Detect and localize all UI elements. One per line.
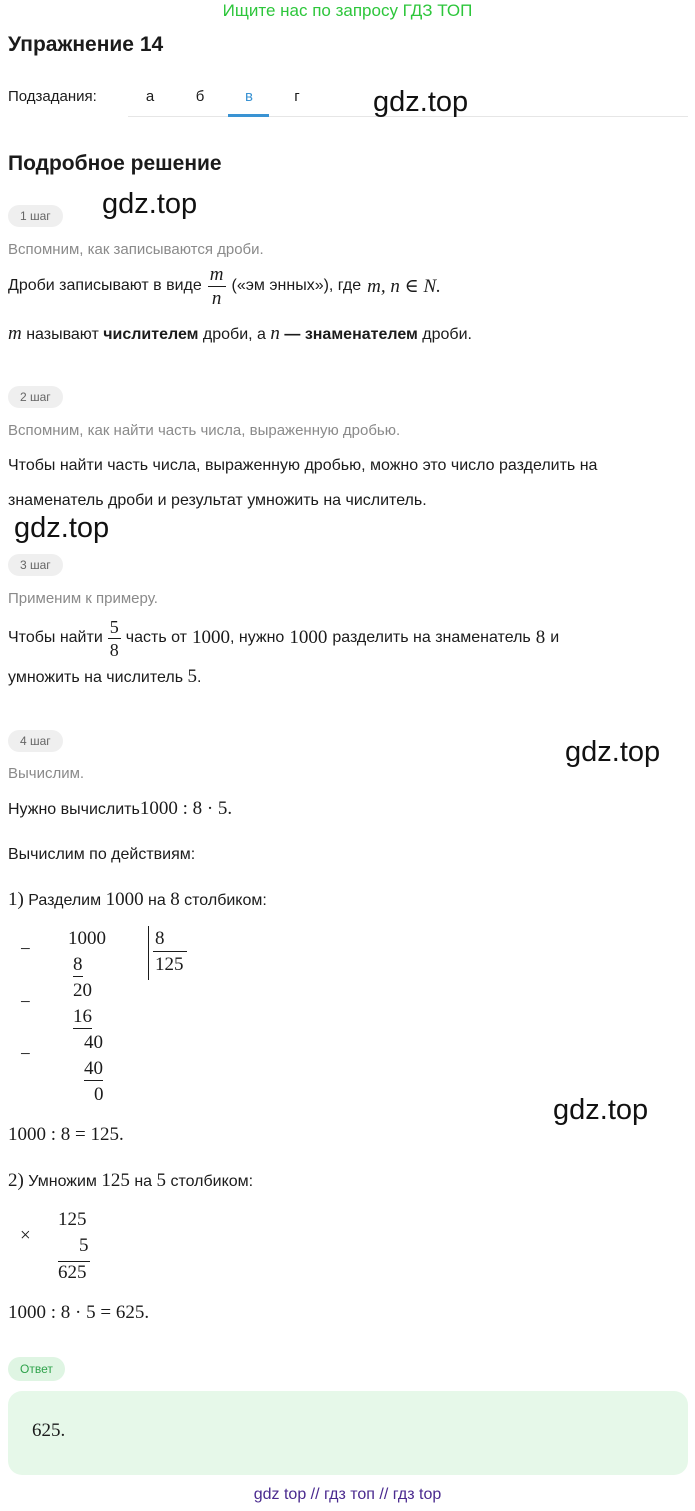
column-multiplication <box>0 1205 140 1285</box>
step-4-text: Нужно вычислить <box>8 801 140 818</box>
number: 8 <box>170 889 180 910</box>
action-2 <box>8 1170 253 1192</box>
step-2-hint: Вспомним, как найти часть числа, выраженную дробью. <box>8 422 401 439</box>
number: 1000 <box>105 889 144 910</box>
step-2-badge: 2 шаг <box>8 386 63 408</box>
solution-title: Подробное решение <box>8 152 222 175</box>
fraction-5-8 <box>108 618 121 659</box>
step-1-hint: Вспомним, как записываются дроби. <box>8 241 264 258</box>
step-4-text: столбиком: <box>184 892 267 909</box>
dividend: 1000 <box>68 928 106 949</box>
step-3-text: разделить на знаменатель <box>332 629 531 646</box>
subtask-tab-v[interactable]: в <box>245 88 253 105</box>
step-4-hint: Вычислим. <box>8 765 85 782</box>
watermark: gdz.top <box>14 512 110 544</box>
step-4-text: Умножим <box>28 1173 97 1190</box>
step-3-hint: Применим к примеру. <box>8 590 158 607</box>
step-4-compute <box>8 798 232 820</box>
minus-sign: − <box>20 992 31 1013</box>
fraction-numerator: 5 <box>109 616 119 637</box>
step-3-text: часть от <box>125 629 187 646</box>
subtask-tab-g[interactable]: г <box>294 88 300 105</box>
quotient: 125 <box>155 954 184 975</box>
step-3-text: , нужно <box>229 629 285 646</box>
divisor: 8 <box>155 928 165 949</box>
answer-value: 625. <box>32 1420 66 1441</box>
subtask-tab-a[interactable]: а <box>145 88 155 105</box>
watermark: gdz.top <box>565 736 661 768</box>
step-4-text: столбиком: <box>170 1173 254 1190</box>
division-row: 40 <box>84 1058 103 1079</box>
fraction-m-n <box>208 265 226 308</box>
division-row: 8 <box>73 954 83 975</box>
step-4-text: Разделим <box>28 892 102 909</box>
quotient-line <box>153 951 187 952</box>
minus-sign: − <box>20 1044 31 1065</box>
action-number: 2) <box>8 1170 24 1191</box>
watermark: gdz.top <box>102 188 198 220</box>
subtasks-label: Подзадания: <box>8 88 97 105</box>
term-numerator: числителем <box>103 326 199 343</box>
active-tab-indicator <box>228 114 269 117</box>
step-3-text: и <box>550 629 560 646</box>
fraction-denominator: n <box>211 287 222 309</box>
footer-link-gdz-top[interactable]: gdz top <box>253 1486 307 1503</box>
step-4-text: на <box>134 1173 153 1190</box>
multiply-sign: × <box>20 1225 31 1246</box>
fraction-numerator: m <box>209 263 224 285</box>
number: 5 <box>156 1170 167 1191</box>
step-3-line-2 <box>8 666 201 688</box>
term-denominator: знаменателем <box>304 326 418 343</box>
answer-box <box>8 1391 688 1475</box>
number: 1000 <box>289 627 328 648</box>
fraction-denominator: 8 <box>109 639 119 660</box>
footer-link-gdz-top-mixed[interactable]: гдз top <box>392 1486 442 1503</box>
result-1: 1000 : 8 = 125. <box>8 1124 124 1145</box>
number: 1000 <box>191 627 230 648</box>
step-3-text: Чтобы найти <box>8 629 103 646</box>
step-4-badge: 4 шаг <box>8 730 63 752</box>
step-4-text: на <box>148 892 166 909</box>
var-m: m <box>8 323 22 344</box>
step-2-line-2: знаменатель дроби и результат умножить на числитель. <box>8 492 427 509</box>
exercise-title: Упражнение 14 <box>8 33 164 56</box>
action-number: 1) <box>8 889 24 910</box>
step-3-badge: 3 шаг <box>8 554 63 576</box>
step-1-text: дроби. <box>422 326 472 343</box>
action-1 <box>8 889 267 911</box>
step-1-line-1 <box>8 262 441 310</box>
dash: — <box>284 326 301 343</box>
footer-link-gdz-top-ru[interactable]: гдз топ <box>324 1486 375 1503</box>
period: . <box>197 669 202 686</box>
multiplier: 5 <box>79 1235 89 1256</box>
expression: 1000 : 8 · 5. <box>139 798 233 819</box>
footer-separator: // <box>379 1486 389 1503</box>
division-bar <box>148 926 149 980</box>
number: 5 <box>187 666 197 687</box>
result-2: 1000 : 8 · 5 = 625. <box>8 1302 150 1323</box>
number: 8 <box>535 627 546 648</box>
step-3-line-1 <box>8 613 559 663</box>
footer-separator: // <box>310 1486 320 1503</box>
step-1-text: Дроби записывают в виде <box>8 277 202 294</box>
multiplicand: 125 <box>58 1209 87 1230</box>
product: 625 <box>58 1262 87 1283</box>
subtask-tab-b[interactable]: б <box>195 88 205 105</box>
step-1-text: называют <box>26 326 99 343</box>
division-row: 20 <box>73 980 92 1001</box>
step-1-line-2 <box>8 323 472 345</box>
by-actions-text: Вычислим по действиям: <box>8 846 196 863</box>
division-row: 40 <box>84 1032 103 1053</box>
footer-links <box>0 1486 695 1504</box>
search-banner: Ищите нас по запросу ГДЗ ТОП <box>222 1 473 20</box>
watermark: gdz.top <box>553 1094 649 1126</box>
step-3-text: умножить на числитель <box>8 669 184 686</box>
division-row: 16 <box>73 1006 92 1027</box>
step-1-math: m, n ∈ N. <box>367 275 441 297</box>
var-n: n <box>270 323 280 344</box>
step-2-line-1: Чтобы найти часть числа, выраженную дробью, можно это число разделить на <box>8 457 598 474</box>
step-1-text: дроби, а <box>202 326 266 343</box>
step-1-badge: 1 шаг <box>8 205 63 227</box>
number: 125 <box>101 1170 130 1191</box>
minus-sign: − <box>20 939 31 960</box>
division-row: 0 <box>94 1084 104 1105</box>
step-1-text: («эм энных»), где <box>231 277 362 294</box>
watermark: gdz.top <box>373 86 469 118</box>
long-division <box>0 925 220 1110</box>
answer-badge: Ответ <box>8 1357 65 1381</box>
